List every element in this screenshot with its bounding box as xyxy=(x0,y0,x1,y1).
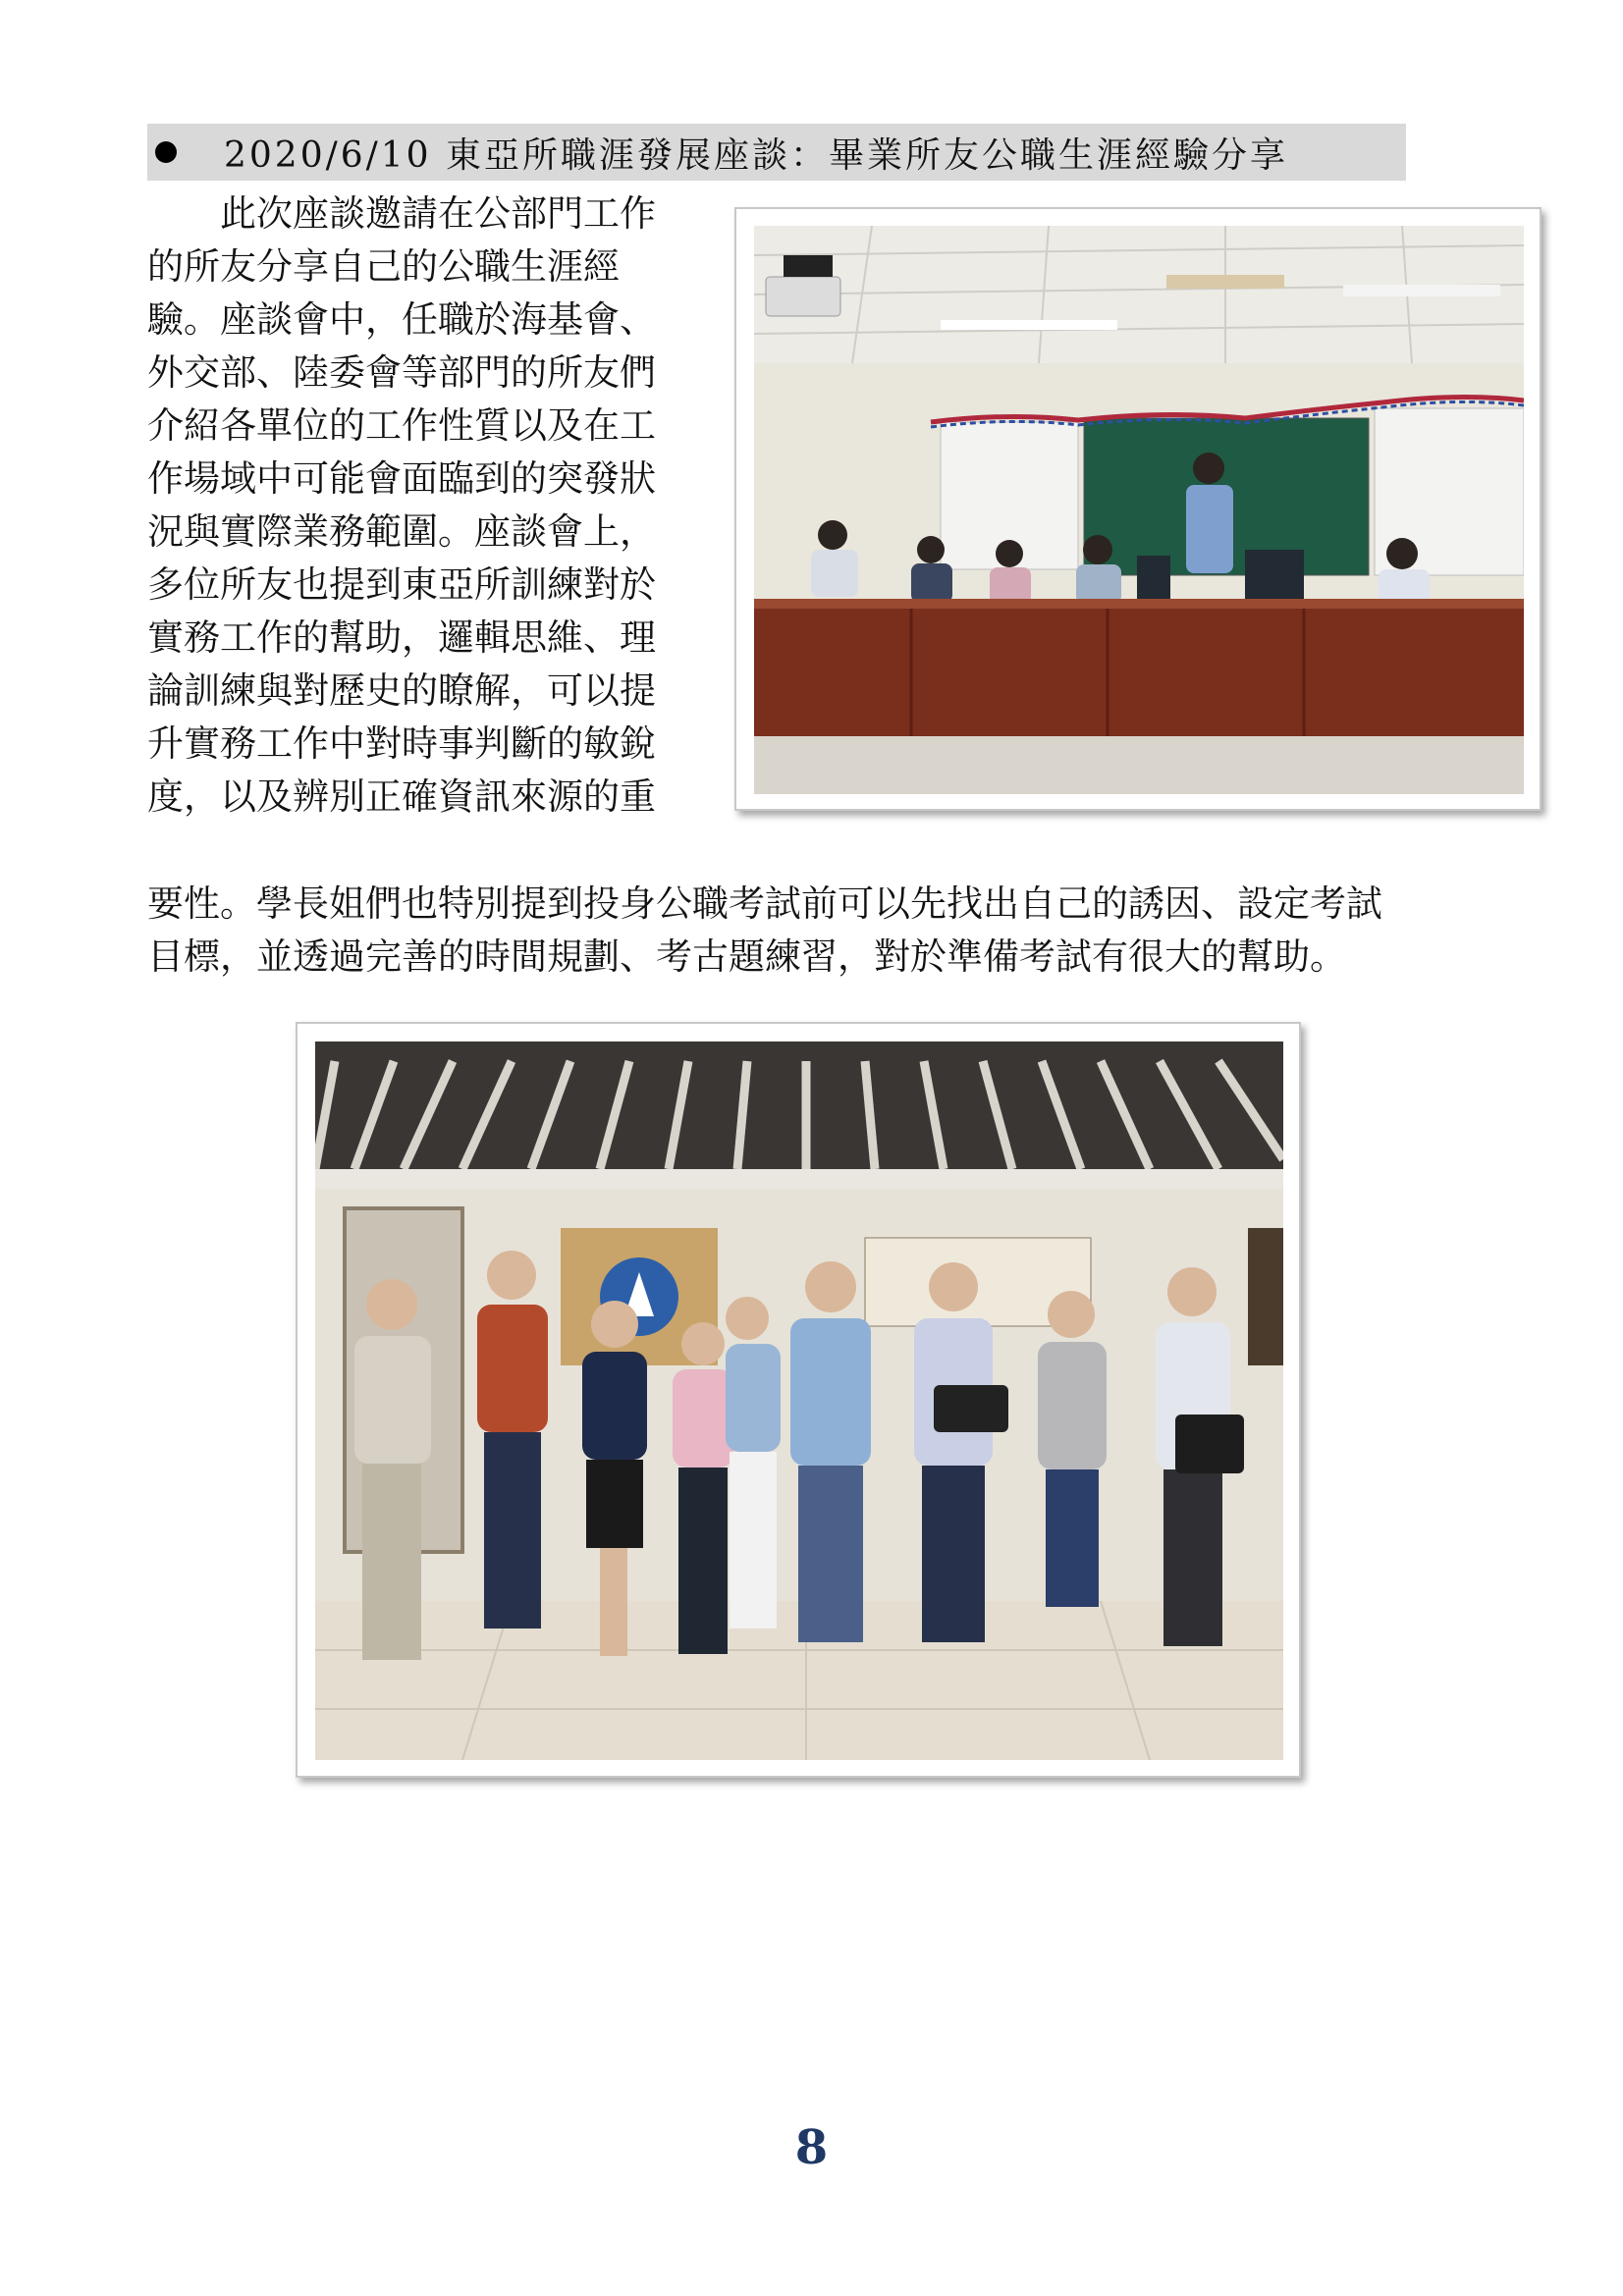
paragraph-line: 作場域中可能會面臨到的突發狀 xyxy=(147,457,656,500)
paragraph-line: 實務工作的幫助，邏輯思維、理 xyxy=(147,616,656,659)
paragraph-line: 度，以及辨別正確資訊來源的重 xyxy=(147,775,656,818)
paragraph-line: 介紹各單位的工作性質以及在工 xyxy=(147,404,656,447)
heading-text: 2020/6/10 東亞所職涯發展座談：畢業所友公職生涯經驗分享 xyxy=(224,134,1289,176)
body-paragraph-full xyxy=(147,878,1463,984)
paragraph-line: 目標，並透過完善的時間規劃、考古題練習，對於準備考試有很大的幫助。 xyxy=(147,935,1346,978)
group-photo xyxy=(296,1022,1301,1778)
paragraph-line: 驗。座談會中，任職於海基會、 xyxy=(147,298,656,341)
paragraph-line: 要性。學長姐們也特別提到投身公職考試前可以先找出自己的誘因、設定考試 xyxy=(147,882,1382,925)
paragraph-line: 況與實際業務範圍。座談會上， xyxy=(147,510,656,553)
group-photo-image xyxy=(315,1041,1283,1760)
body-paragraph-column xyxy=(147,187,697,824)
paragraph-line: 論訓練與對歷史的瞭解，可以提 xyxy=(147,669,656,712)
section-heading xyxy=(147,124,1406,181)
paragraph-line: 此次座談邀請在公部門工作 xyxy=(147,192,656,235)
seminar-photo xyxy=(734,207,1542,811)
paragraph-line: 升實務工作中對時事判斷的敏銳 xyxy=(147,722,656,765)
page-number: 8 xyxy=(794,2120,829,2175)
paragraph-line: 的所友分享自己的公職生涯經 xyxy=(147,245,620,288)
seminar-photo-image xyxy=(754,226,1524,794)
paragraph-line: 外交部、陸委會等部門的所友們 xyxy=(147,351,656,394)
bullet-icon xyxy=(155,141,177,163)
paragraph-line: 多位所友也提到東亞所訓練對於 xyxy=(147,563,656,606)
